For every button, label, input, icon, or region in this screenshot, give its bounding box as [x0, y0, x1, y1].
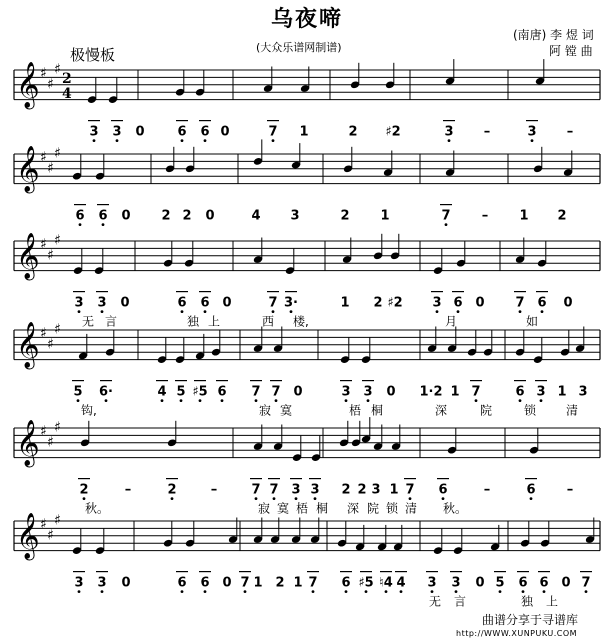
jianpu-note: 2	[161, 208, 171, 224]
octave-dot	[312, 590, 315, 593]
octave-dot	[204, 590, 207, 593]
key-sharp: ♯	[40, 423, 47, 440]
jianpu-note: 6	[526, 482, 536, 498]
octave-dot	[436, 310, 439, 313]
lyric-syllable: 桐	[316, 501, 329, 516]
jianpu-note: 3	[371, 482, 381, 498]
key-sharp: ♯	[54, 145, 61, 162]
jianpu-note: 7	[581, 575, 591, 591]
octave-dot	[116, 139, 119, 142]
jianpu-note: 6	[518, 575, 528, 591]
jianpu-note: 3	[74, 295, 84, 311]
treble-clef: 𝄞	[16, 420, 40, 466]
jianpu-note: 7	[251, 482, 261, 498]
jianpu-note: 1	[380, 208, 390, 224]
key-sharp: ♯	[47, 434, 54, 451]
lyric-syllable: 锁	[524, 403, 537, 418]
jianpu-note: 7	[471, 384, 481, 400]
octave-dot	[272, 310, 275, 313]
key-sharp: ♯	[47, 247, 54, 264]
jianpu-note: 3	[74, 575, 84, 591]
octave-dot	[204, 139, 207, 142]
jianpu-note: 6	[341, 575, 351, 591]
jianpu-note: 0	[475, 295, 485, 311]
jianpu-note: ♯2	[387, 295, 403, 311]
octave-dot	[180, 399, 183, 402]
octave-dot	[455, 590, 458, 593]
jianpu-note: –	[124, 482, 132, 498]
octave-dot	[522, 590, 525, 593]
octave-dot	[290, 310, 293, 313]
lyric-syllable: 无	[82, 314, 95, 329]
jianpu-note: 7	[405, 482, 415, 498]
octave-dot	[255, 497, 258, 500]
jianpu-note: 4	[251, 208, 261, 224]
jianpu-note: 2	[357, 482, 367, 498]
jianpu-note: ♯2	[385, 124, 401, 140]
key-sharp: ♯	[54, 419, 61, 436]
jianpu-note: 0	[135, 124, 145, 140]
jianpu-note: 6	[177, 124, 187, 140]
octave-dot	[199, 399, 202, 402]
jianpu-note: –	[566, 124, 574, 140]
jianpu-note: 3	[432, 295, 442, 311]
jianpu-note: 6	[177, 295, 187, 311]
octave-dot	[314, 497, 317, 500]
lyric-syllable: 楼,	[293, 314, 309, 329]
jianpu-note: 1	[299, 124, 309, 140]
lyric-syllable: 深	[347, 501, 360, 516]
lyric-syllable: 秋。	[443, 501, 468, 516]
jianpu-note: 3	[536, 384, 546, 400]
octave-dot	[541, 310, 544, 313]
jianpu-note: 3	[290, 208, 300, 224]
key-sharp: ♯	[47, 527, 54, 544]
octave-dot	[255, 399, 258, 402]
jianpu-note: 3	[363, 384, 373, 400]
lyric-syllable: 言	[454, 594, 467, 609]
octave-dot	[445, 223, 448, 226]
transcriber-note: (大众乐谱网制谱)	[256, 41, 342, 54]
key-sharp: ♯	[40, 65, 47, 82]
jianpu-note: 0	[121, 575, 131, 591]
treble-clef: 𝄞	[16, 62, 40, 108]
octave-dot	[83, 497, 86, 500]
jianpu-note: 3	[97, 295, 107, 311]
jianpu-note: 6	[537, 295, 547, 311]
octave-dot	[181, 590, 184, 593]
jianpu-note: 6	[98, 208, 108, 224]
jianpu-note: 3	[444, 124, 454, 140]
octave-dot	[273, 497, 276, 500]
octave-dot	[345, 590, 348, 593]
key-sharp: ♯	[40, 325, 47, 342]
jianpu-note: 2	[373, 295, 383, 311]
jianpu-note: 1	[340, 295, 350, 311]
jianpu-note: 3	[310, 482, 320, 498]
tempo-marking: 极慢板	[70, 46, 116, 64]
jianpu-note: 2	[340, 208, 350, 224]
octave-dot	[171, 497, 174, 500]
time-signature-bottom: 4	[62, 86, 72, 102]
octave-dot	[77, 399, 80, 402]
jianpu-note: 7	[240, 575, 250, 591]
jianpu-note: 2	[182, 208, 192, 224]
jianpu-note: 6	[200, 295, 210, 311]
jianpu-note: 6	[200, 575, 210, 591]
lyric-syllable: 桐	[371, 403, 384, 418]
jianpu-note: 0	[293, 384, 303, 400]
jianpu-note: 7	[268, 124, 278, 140]
lyric-syllable: 独	[187, 314, 200, 329]
jianpu-note: 1·2	[419, 384, 443, 400]
jianpu-note: –	[210, 482, 218, 498]
lyric-syllable: 上	[546, 594, 559, 609]
jianpu-note: 1	[557, 384, 567, 400]
octave-dot	[448, 139, 451, 142]
lyric-syllable: 言	[105, 314, 118, 329]
lyric-syllable: 西	[262, 314, 275, 329]
octave-dot	[161, 399, 164, 402]
octave-dot	[531, 139, 534, 142]
octave-dot	[442, 497, 445, 500]
jianpu-note: 0	[121, 208, 131, 224]
jianpu-note: 1	[519, 208, 529, 224]
key-sharp: ♯	[54, 321, 61, 338]
jianpu-note: 0	[120, 295, 130, 311]
jianpu-note: 4	[396, 575, 406, 591]
jianpu-note: 0	[205, 208, 215, 224]
key-sharp: ♯	[47, 76, 54, 93]
treble-clef: 𝄞	[16, 513, 40, 559]
jianpu-note: 3	[97, 575, 107, 591]
octave-dot	[78, 310, 81, 313]
jianpu-note: 2	[79, 482, 89, 498]
jianpu-note: 3·	[284, 295, 298, 311]
lyric-syllable: 无	[429, 594, 442, 609]
jianpu-note: 5	[73, 384, 83, 400]
lyric-syllable: 清	[566, 403, 579, 418]
octave-dot	[105, 399, 108, 402]
jianpu-note: 7	[269, 482, 279, 498]
jianpu-note: 2	[167, 482, 177, 498]
jianpu-note: 2	[557, 208, 567, 224]
lyric-syllable: 上	[208, 314, 221, 329]
key-sharp: ♯	[40, 516, 47, 533]
jianpu-note: 2	[275, 575, 285, 591]
jianpu-note: 0	[222, 575, 232, 591]
lyric-syllable: 钩,	[81, 403, 97, 418]
jianpu-note: ♯5	[358, 575, 374, 591]
jianpu-note: 6	[539, 575, 549, 591]
lyric-syllable: 秋。	[85, 501, 110, 516]
lyricist-credit: (南唐) 李 煜 词	[513, 28, 594, 42]
key-sharp: ♯	[54, 61, 61, 78]
jianpu-note: 1	[450, 384, 460, 400]
jianpu-note: 3	[112, 124, 122, 140]
jianpu-note: 3	[578, 384, 588, 400]
jianpu-note: –	[481, 208, 489, 224]
jianpu-note: 4	[157, 384, 167, 400]
octave-dot	[275, 399, 278, 402]
jianpu-note: 6	[438, 482, 448, 498]
jianpu-note: 2	[341, 482, 351, 498]
jianpu-note: 5	[495, 575, 505, 591]
lyric-syllable: 梧	[349, 403, 362, 418]
lyric-syllable: 清	[405, 501, 418, 516]
jianpu-note: 1	[253, 575, 263, 591]
share-note: 曲谱分享于寻谱库	[482, 613, 579, 627]
octave-dot	[101, 310, 104, 313]
octave-dot	[93, 139, 96, 142]
octave-dot	[181, 310, 184, 313]
jianpu-note: 6	[75, 208, 85, 224]
lyric-syllable: 院	[480, 403, 493, 418]
jianpu-note: 2	[348, 124, 358, 140]
jianpu-note: 0	[563, 295, 573, 311]
jianpu-note: ♯5	[192, 384, 208, 400]
lyric-syllable: 如	[526, 314, 539, 329]
treble-clef: 𝄞	[16, 233, 40, 279]
lyric-syllable: 梧	[296, 501, 309, 516]
jianpu-note: 7	[308, 575, 318, 591]
jianpu-note: 3	[89, 124, 99, 140]
octave-dot	[102, 223, 105, 226]
octave-dot	[204, 310, 207, 313]
key-sharp: ♯	[54, 232, 61, 249]
jianpu-note: 6·	[99, 384, 113, 400]
octave-dot	[431, 590, 434, 593]
time-signature-top: 2	[62, 71, 72, 87]
jianpu-note: –	[566, 482, 574, 498]
octave-dot	[519, 399, 522, 402]
jianpu-note: 6	[217, 384, 227, 400]
lyric-syllable: 锁	[386, 501, 399, 516]
lyric-syllable: 院	[367, 501, 380, 516]
jianpu-note: 6	[453, 295, 463, 311]
octave-dot	[345, 399, 348, 402]
jianpu-note: 6	[515, 384, 525, 400]
jianpu-note: 0	[220, 124, 230, 140]
lyric-syllable: 寞	[280, 403, 293, 418]
octave-dot	[475, 399, 478, 402]
jianpu-note: –	[483, 124, 491, 140]
jianpu-note: 3	[427, 575, 437, 591]
octave-dot	[181, 139, 184, 142]
jianpu-note: 7	[271, 384, 281, 400]
composer-credit: 阿 镗 曲	[549, 44, 593, 58]
octave-dot	[101, 590, 104, 593]
jianpu-note: 3	[451, 575, 461, 591]
lyric-syllable: 寞	[277, 501, 290, 516]
song-title: 乌夜啼	[270, 7, 343, 32]
lyric-syllable: 深	[435, 403, 448, 418]
octave-dot	[79, 223, 82, 226]
octave-dot	[585, 590, 588, 593]
jianpu-note: 0	[222, 295, 232, 311]
jianpu-note: 1	[389, 482, 399, 498]
octave-dot	[457, 310, 460, 313]
jianpu-note: 7	[268, 295, 278, 311]
jianpu-note: ♮4	[379, 575, 393, 591]
jianpu-note: 0	[386, 384, 396, 400]
jianpu-note: 7	[251, 384, 261, 400]
jianpu-note: 3	[341, 384, 351, 400]
treble-clef: 𝄞	[16, 146, 40, 192]
jianpu-note: 1	[293, 575, 303, 591]
jianpu-note: 7	[441, 208, 451, 224]
site-url: http://WWW.XUNPUKU.COM	[456, 629, 578, 638]
jianpu-note: 6	[177, 575, 187, 591]
lyric-syllable: 寂	[259, 403, 272, 418]
jianpu-note: 3	[291, 482, 301, 498]
octave-dot	[367, 399, 370, 402]
jianpu-note: 5	[176, 384, 186, 400]
jianpu-note: –	[483, 482, 491, 498]
key-sharp: ♯	[47, 160, 54, 177]
octave-dot	[295, 497, 298, 500]
octave-dot	[385, 590, 388, 593]
octave-dot	[221, 399, 224, 402]
octave-dot	[540, 399, 543, 402]
octave-dot	[409, 497, 412, 500]
key-sharp: ♯	[40, 149, 47, 166]
lyric-syllable: 寂	[258, 501, 271, 516]
lyric-syllable: 独	[521, 594, 534, 609]
key-sharp: ♯	[47, 336, 54, 353]
octave-dot	[530, 497, 533, 500]
key-sharp: ♯	[54, 512, 61, 529]
treble-clef: 𝄞	[16, 322, 40, 368]
octave-dot	[543, 590, 546, 593]
lyric-syllable: 月	[445, 314, 458, 329]
octave-dot	[244, 590, 247, 593]
key-sharp: ♯	[40, 236, 47, 253]
octave-dot	[78, 590, 81, 593]
octave-dot	[400, 590, 403, 593]
jianpu-note: 3	[527, 124, 537, 140]
jianpu-note: 0	[475, 575, 485, 591]
octave-dot	[499, 590, 502, 593]
jianpu-note: 6	[200, 124, 210, 140]
octave-dot	[365, 590, 368, 593]
jianpu-note: 0	[561, 575, 571, 591]
jianpu-note: 7	[515, 295, 525, 311]
octave-dot	[519, 310, 522, 313]
octave-dot	[272, 139, 275, 142]
